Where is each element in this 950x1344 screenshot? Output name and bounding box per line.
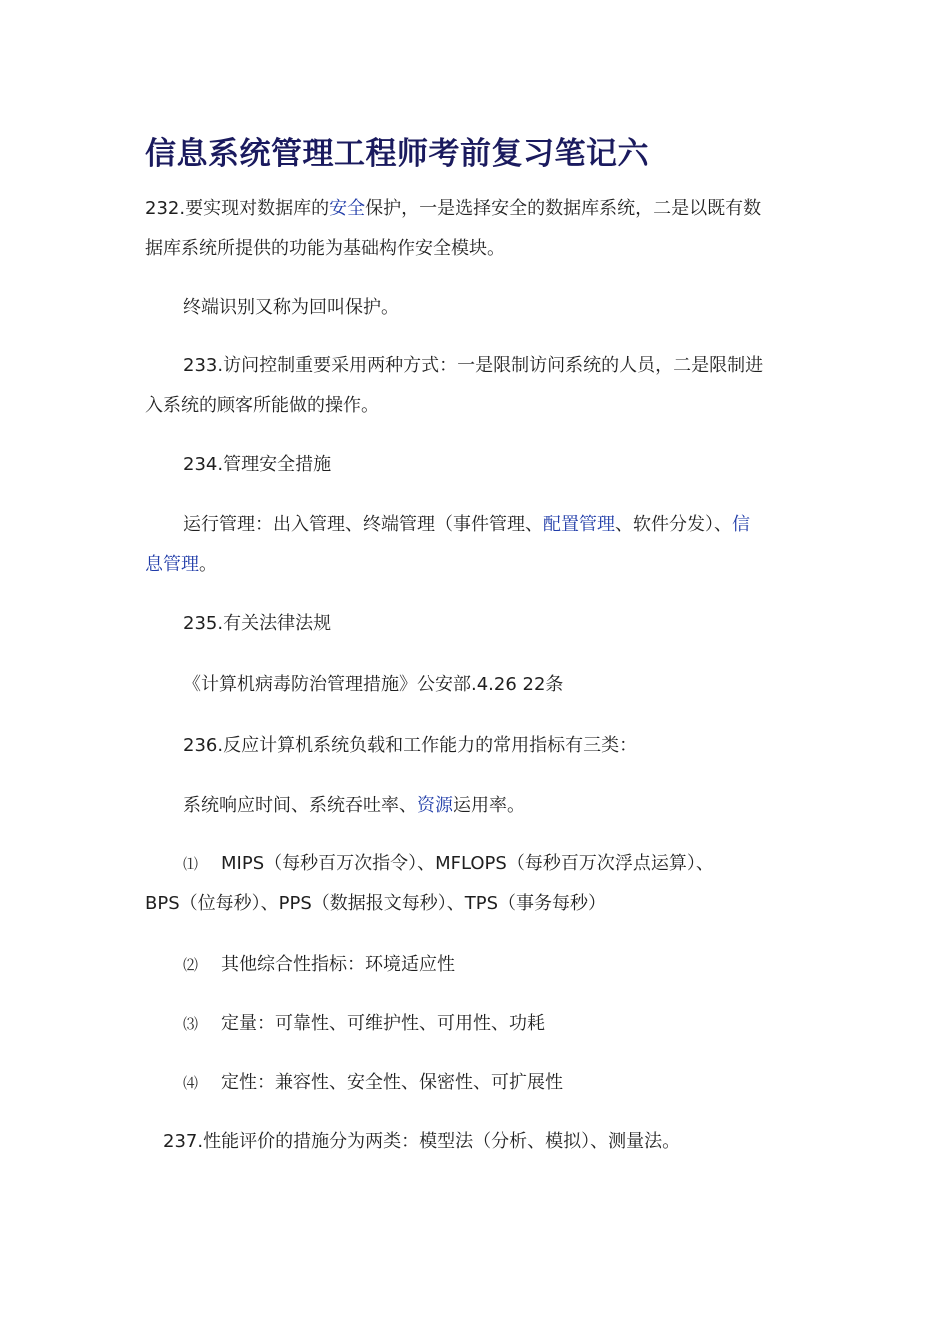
- text-resp-b: 运用率。: [453, 795, 525, 816]
- text-232-a: 232.要实现对数据库的: [145, 198, 330, 219]
- list-item-2: [183, 953, 455, 977]
- list-item-text: 定性：兼容性、安全性、保密性、可扩展性: [221, 1072, 563, 1093]
- paragraph-response: [183, 794, 525, 818]
- list-marker: ⑵: [183, 956, 199, 974]
- list-item-1-line1: [183, 852, 714, 876]
- paragraph-ops-line2: [145, 553, 217, 577]
- text-232-b: 保护，一是选择安全的数据库系统，二是以既有数: [365, 198, 762, 219]
- paragraph-236: 236.反应计算机系统负载和工作能力的常用指标有三类：: [183, 735, 638, 756]
- text-resp-a: 系统响应时间、系统吞吐率、: [183, 795, 417, 816]
- paragraph-terminal: 终端识别又称为回叫保护。: [183, 297, 399, 318]
- list-item-text: 定量：可靠性、可维护性、可用性、功耗: [221, 1013, 545, 1034]
- list-marker: ⑴: [183, 855, 199, 873]
- link-info-management-part2[interactable]: 息管理: [145, 554, 199, 575]
- link-config-management[interactable]: 配置管理: [543, 514, 615, 535]
- link-resource[interactable]: 资源: [417, 795, 453, 816]
- paragraph-law: 《计算机病毒防治管理措施》公安部.4.26 22条: [183, 674, 564, 695]
- text-ops-b: 、软件分发）、: [615, 514, 732, 535]
- paragraph-ops-line1: [183, 513, 750, 537]
- list-item-3: [183, 1012, 545, 1036]
- link-info-management-part1[interactable]: 信: [732, 514, 750, 535]
- paragraph-233-line1: 233.访问控制重要采用两种方式：一是限制访问系统的人员，二是限制进: [183, 355, 764, 376]
- paragraph-232-line2: 据库系统所提供的功能为基础构作安全模块。: [145, 238, 505, 259]
- paragraph-235: 235.有关法律法规: [183, 613, 332, 634]
- link-security[interactable]: 安全: [329, 198, 366, 219]
- paragraph-232-line1: [145, 197, 761, 221]
- paragraph-234: 234.管理安全措施: [183, 454, 332, 475]
- paragraph-233-line2: 入系统的顾客所能做的操作。: [145, 395, 379, 416]
- page-title: 信息系统管理工程师考前复习笔记六: [145, 136, 649, 172]
- list-item-4: [183, 1071, 563, 1095]
- text-ops-a: 运行管理：出入管理、终端管理（事件管理、: [183, 514, 543, 535]
- list-item-1-line2: BPS（位每秒）、PPS（数据报文每秒）、TPS（事务每秒）: [145, 893, 607, 914]
- list-item-text: MIPS（每秒百万次指令）、MFLOPS（每秒百万次浮点运算）、: [221, 853, 714, 874]
- list-item-text: 其他综合性指标：环境适应性: [221, 954, 455, 975]
- list-marker: ⑷: [183, 1074, 199, 1092]
- text-ops-c: 。: [199, 554, 217, 575]
- paragraph-237: 237.性能评价的措施分为两类：模型法（分析、模拟）、测量法。: [163, 1131, 681, 1152]
- list-marker: ⑶: [183, 1015, 199, 1033]
